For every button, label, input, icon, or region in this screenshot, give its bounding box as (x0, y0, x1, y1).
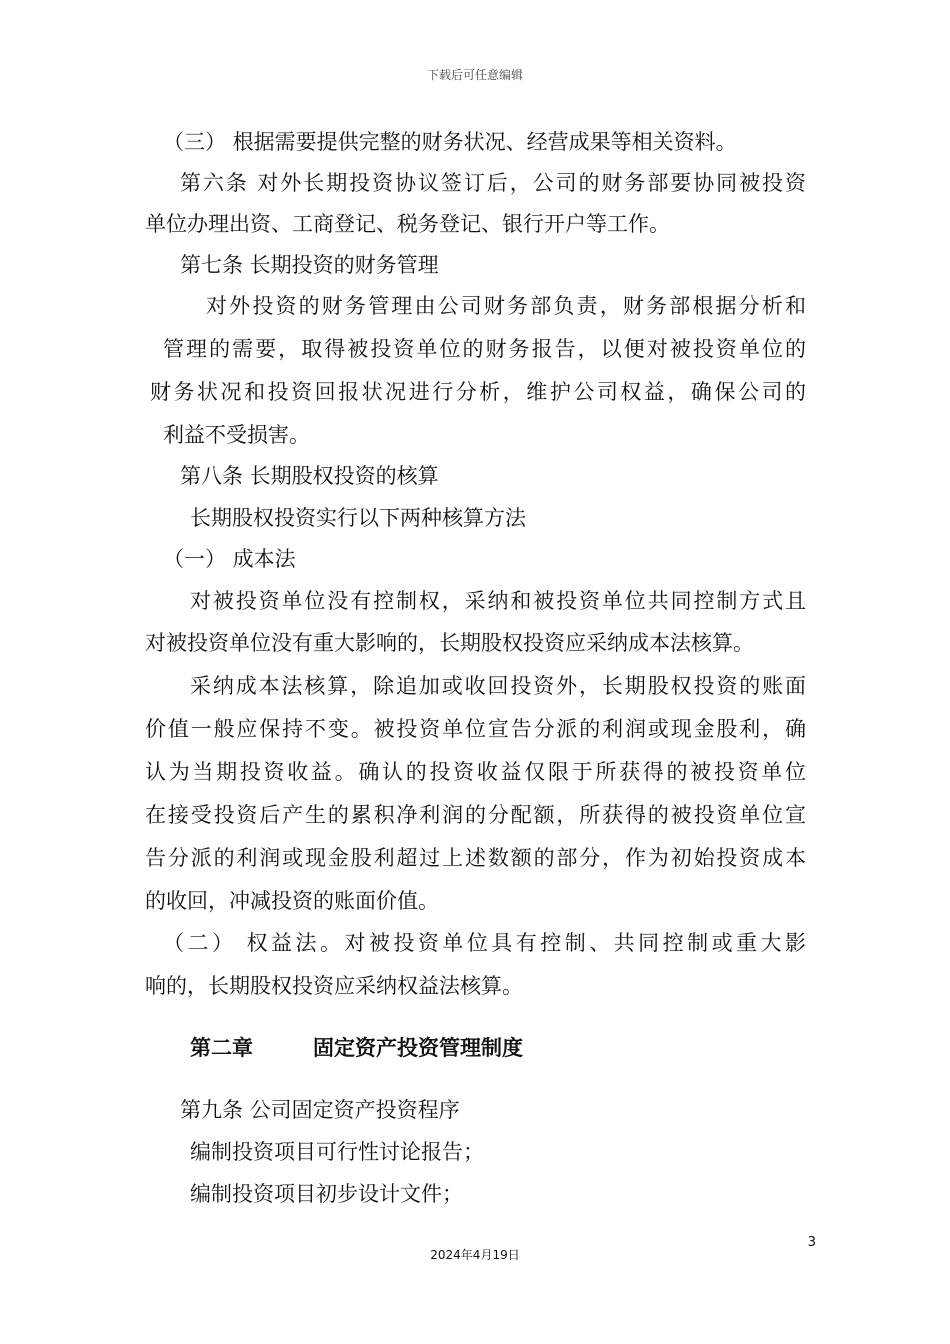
paragraph-line: 财务状况和投资回报状况进行分析，维护公司权益，确保公司的 (150, 380, 806, 404)
paragraph-line: 编制投资项目初步设计文件； (190, 1182, 463, 1206)
page-header: 下载后可任意编辑 (426, 68, 523, 82)
paragraph-line: 利益不受损害。 (163, 423, 310, 447)
paragraph-line: 对被投资单位没有重大影响的，长期股权投资应采纳成本法核算。 (145, 631, 754, 655)
section-title: 第七条 长期投资的财务管理 (180, 253, 439, 277)
paragraph-line: 单位办理出资、工商登记、税务登记、银行开户等工作。 (145, 212, 670, 236)
section-title: 第九条 公司固定资产投资程序 (180, 1098, 460, 1122)
paragraph-line: 响的，长期股权投资应采纳权益法核算。 (145, 974, 523, 998)
paragraph-line: 对被投资单位没有控制权，采纳和被投资单位共同控制方式且 (190, 589, 806, 613)
paragraph-line: （二） 权益法。对被投资单位具有控制、共同控制或重大影 (163, 931, 806, 955)
page-footer-date: 2024年4月19日 (430, 1248, 520, 1262)
paragraph-line: 价值一般应保持不变。被投资单位宣告分派的利润或现金股利，确 (145, 717, 806, 741)
paragraph-line: （三） 根据需要提供完整的财务状况、经营成果等相关资料。 (163, 130, 737, 154)
paragraph-line: 对外投资的财务管理由公司财务部负责，财务部根据分析和 (206, 294, 806, 318)
chapter-number: 第二章 (190, 1036, 253, 1060)
paragraph-line: 认为当期投资收益。确认的投资收益仅限于所获得的被投资单位 (145, 760, 806, 784)
section-title: 第八条 长期股权投资的核算 (180, 464, 439, 488)
paragraph-line: 采纳成本法核算，除追加或收回投资外，长期股权投资的账面 (190, 674, 806, 698)
paragraph-line: 第六条 对外长期投资协议签订后，公司的财务部要协同被投资 (180, 171, 806, 195)
chapter-title: 固定资产投资管理制度 (313, 1036, 523, 1060)
chapter-heading (190, 1032, 523, 1062)
paragraph-line: 管理的需要，取得被投资单位的财务报告，以便对被投资单位的 (163, 337, 806, 361)
page-number: 3 (807, 1235, 816, 1250)
paragraph-line: 的收回，冲减投资的账面价值。 (145, 889, 439, 913)
paragraph-line: 告分派的利润或现金股利超过上述数额的部分，作为初始投资成本 (145, 846, 806, 870)
paragraph-line: 编制投资项目可行性讨论报告； (190, 1140, 484, 1164)
paragraph-line: （一） 成本法 (163, 547, 296, 571)
paragraph-line: 在接受投资后产生的累积净利润的分配额，所获得的被投资单位宣 (145, 803, 806, 827)
paragraph-line: 长期股权投资实行以下两种核算方法 (190, 506, 526, 530)
